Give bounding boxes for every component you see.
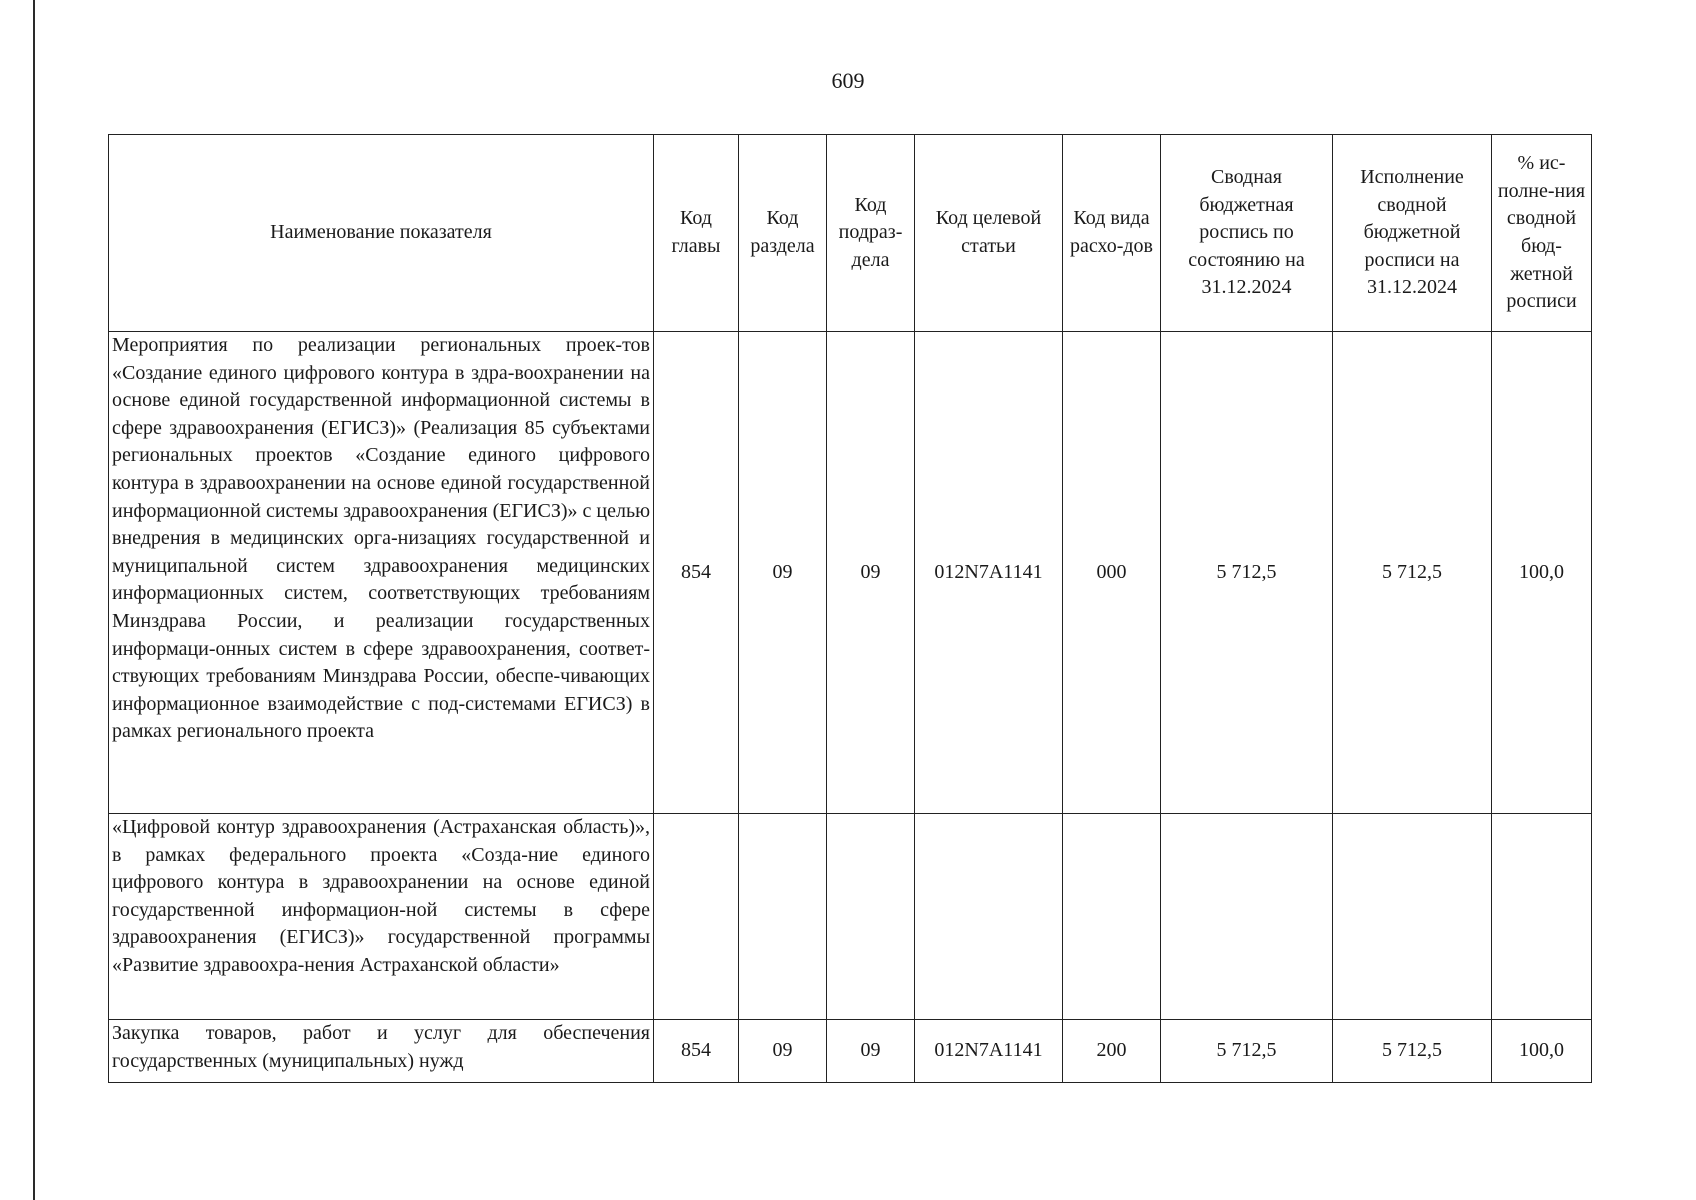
cell-glava: 854 [654,332,739,814]
header-name: Наименование показателя [109,135,654,332]
cell-razdel [739,814,827,1020]
cell-vid: 200 [1063,1020,1161,1083]
table-row [109,332,1592,814]
header-celevaya: Код целевой статьи [915,135,1063,332]
cell-name: «Цифровой контур здравоохранения (Астраханская область)», в рамках федерального проекта «Созда-ние единого цифрового контура в здравоохранении на основе единой государственной информацион-ной системы в сфере здравоохранения (ЕГИСЗ)» государственной программы «Развитие здравоохра-нения Астраханской области» [109,814,654,1020]
header-podrazdel: Код подраз-дела [827,135,915,332]
cell-percent [1492,814,1592,1020]
cell-ispolnenie: 5 712,5 [1333,1020,1492,1083]
cell-svodnaya [1161,814,1333,1020]
cell-podrazdel: 09 [827,332,915,814]
header-glava: Код главы [654,135,739,332]
cell-svodnaya: 5 712,5 [1161,1020,1333,1083]
cell-percent: 100,0 [1492,332,1592,814]
header-ispolnenie: Исполнение сводной бюджетной росписи на 31.12.2024 [1333,135,1492,332]
table-row [109,814,1592,1020]
budget-table [108,134,1592,1083]
cell-ispolnenie: 5 712,5 [1333,332,1492,814]
cell-celevaya [915,814,1063,1020]
cell-celevaya: 012N7A1141 [915,1020,1063,1083]
table-row [109,1020,1592,1083]
cell-vid [1063,814,1161,1020]
table-header-row [109,135,1592,332]
cell-vid: 000 [1063,332,1161,814]
header-svodnaya: Сводная бюджетная роспись по состоянию на 31.12.2024 [1161,135,1333,332]
header-percent: % ис-полне-ния сводной бюд-жетной росписи [1492,135,1592,332]
cell-percent: 100,0 [1492,1020,1592,1083]
left-margin-line [33,0,35,1200]
cell-podrazdel [827,814,915,1020]
cell-podrazdel: 09 [827,1020,915,1083]
cell-svodnaya: 5 712,5 [1161,332,1333,814]
cell-ispolnenie [1333,814,1492,1020]
cell-name: Мероприятия по реализации региональных проек-тов «Создание единого цифрового контура в здра-воохранении на основе единой государственной информационной системы в сфере здравоохранения (ЕГИСЗ)» (Реализация 85 субъектами региональных проектов «Создание единого цифрового контура в здравоохранении на основе единой государственной информационной системы здравоохранения (ЕГИСЗ)» с целью внедрения в медицинских орга-низациях государственной и муниципальной систем здравоохранения медицинских информационных систем, соответствующих требованиям Минздрава России, и реализации государственных информаци-онных систем в сфере здравоохранения, соответ-ствующих требованиям Минздрава России, обеспе-чивающих информационное взаимодействие с под-системами ЕГИСЗ) в рамках регионального проекта [109,332,654,814]
cell-razdel: 09 [739,1020,827,1083]
header-razdel: Код раздела [739,135,827,332]
cell-celevaya: 012N7A1141 [915,332,1063,814]
header-vid: Код вида расхо-дов [1063,135,1161,332]
cell-glava [654,814,739,1020]
cell-glava: 854 [654,1020,739,1083]
cell-name: Закупка товаров, работ и услуг для обеспечения государственных (муниципальных) нужд [109,1020,654,1083]
page-number: 609 [831,68,865,93]
cell-razdel: 09 [739,332,827,814]
